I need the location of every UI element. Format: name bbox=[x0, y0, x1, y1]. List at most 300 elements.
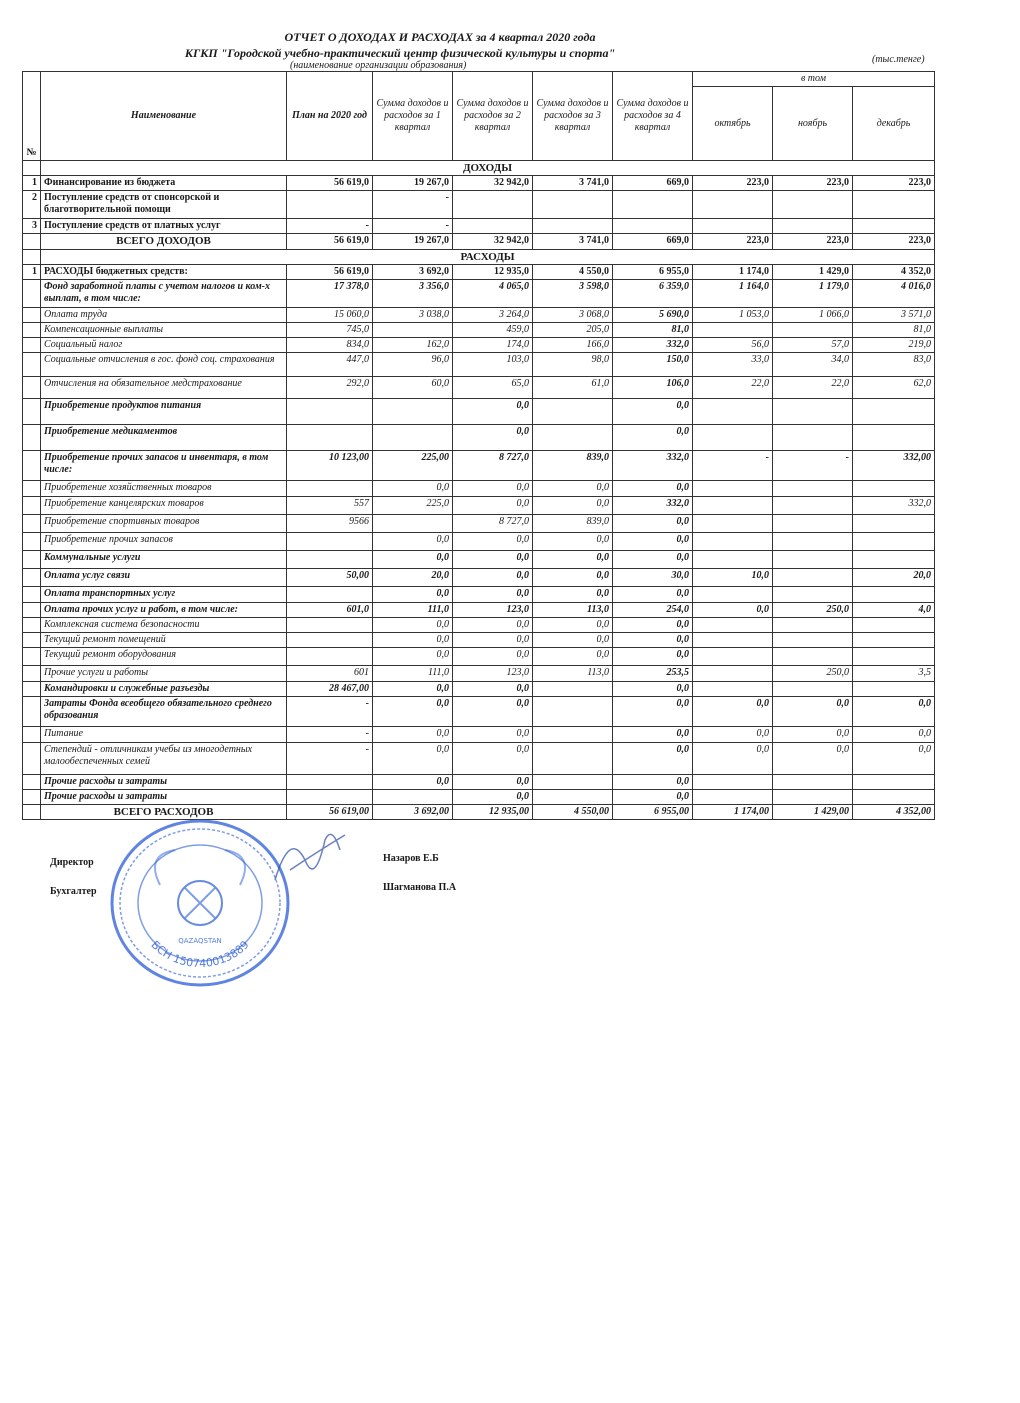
cell-q3: 113,0 bbox=[533, 666, 613, 682]
cell-q3: 205,0 bbox=[533, 323, 613, 338]
cell-q4: 0,0 bbox=[613, 533, 693, 551]
total-cell: 12 935,00 bbox=[453, 805, 533, 820]
cell-q2: 123,0 bbox=[453, 603, 533, 618]
table-row bbox=[23, 618, 935, 633]
row-number bbox=[23, 308, 41, 323]
cell-plan: 745,0 bbox=[287, 323, 373, 338]
cell-q4: 5 690,0 bbox=[613, 308, 693, 323]
row-name: Оплата услуг связи bbox=[41, 569, 287, 587]
cell-dec bbox=[853, 219, 935, 234]
table-row bbox=[23, 743, 935, 775]
row-number bbox=[23, 481, 41, 497]
cell-q2: 0,0 bbox=[453, 727, 533, 743]
row-number bbox=[23, 451, 41, 481]
cell-oct bbox=[693, 515, 773, 533]
cell-plan bbox=[287, 648, 373, 666]
col-q2: Сумма доходов и расходов за 2 квартал bbox=[453, 72, 533, 161]
table-row bbox=[23, 377, 935, 399]
row-name: Текущий ремонт оборудования bbox=[41, 648, 287, 666]
cell-oct: 22,0 bbox=[693, 377, 773, 399]
table-row bbox=[23, 790, 935, 805]
cell-q1 bbox=[373, 399, 453, 425]
accountant-name: Шагманова П.А bbox=[383, 882, 457, 893]
cell-oct bbox=[693, 399, 773, 425]
cell-plan bbox=[287, 425, 373, 451]
table-row bbox=[23, 176, 935, 191]
stamp-bin: БСН 150740013889 bbox=[148, 938, 252, 971]
cell-q2: 123,0 bbox=[453, 666, 533, 682]
cell-plan bbox=[287, 481, 373, 497]
total-cell: 56 619,0 bbox=[287, 234, 373, 250]
cell-nov: 0,0 bbox=[773, 727, 853, 743]
cell-dec bbox=[853, 618, 935, 633]
row-name: Поступление средств от платных услуг bbox=[41, 219, 287, 234]
cell-plan: 447,0 bbox=[287, 353, 373, 377]
cell-nov: 1 179,0 bbox=[773, 280, 853, 308]
cell-nov bbox=[773, 587, 853, 603]
cell-q2: 12 935,0 bbox=[453, 265, 533, 280]
cell-q1 bbox=[373, 515, 453, 533]
table-row bbox=[23, 265, 935, 280]
row-number bbox=[23, 515, 41, 533]
cell-q2: 4 065,0 bbox=[453, 280, 533, 308]
cell-nov bbox=[773, 648, 853, 666]
cell-q3: 113,0 bbox=[533, 603, 613, 618]
cell-dec bbox=[853, 775, 935, 790]
cell-q4: 81,0 bbox=[613, 323, 693, 338]
cell-oct bbox=[693, 790, 773, 805]
cell-q4: 0,0 bbox=[613, 551, 693, 569]
cell-q2: 3 264,0 bbox=[453, 308, 533, 323]
total-cell: 56 619,00 bbox=[287, 805, 373, 820]
row-number bbox=[23, 569, 41, 587]
cell-dec bbox=[853, 551, 935, 569]
total-cell: 3 741,0 bbox=[533, 234, 613, 250]
cell-q2: 0,0 bbox=[453, 633, 533, 648]
cell-q2: 0,0 bbox=[453, 399, 533, 425]
cell-q2: 0,0 bbox=[453, 697, 533, 727]
cell-q2: 0,0 bbox=[453, 481, 533, 497]
cell-q4: 253,5 bbox=[613, 666, 693, 682]
total-cell: 669,0 bbox=[613, 234, 693, 250]
cell-nov bbox=[773, 399, 853, 425]
row-name: ВСЕГО РАСХОДОВ bbox=[41, 805, 287, 820]
cell-dec bbox=[853, 790, 935, 805]
cell-dec: 4 352,0 bbox=[853, 265, 935, 280]
table-row bbox=[23, 497, 935, 515]
cell-nov: 34,0 bbox=[773, 353, 853, 377]
col-q1: Сумма доходов и расходов за 1 квартал bbox=[373, 72, 453, 161]
cell-q4: 0,0 bbox=[613, 648, 693, 666]
cell-q1: 19 267,0 bbox=[373, 176, 453, 191]
cell-q4: 6 359,0 bbox=[613, 280, 693, 308]
cell-dec: 0,0 bbox=[853, 727, 935, 743]
row-name: Приобретение прочих запасов bbox=[41, 533, 287, 551]
row-name: Прочие расходы и затраты bbox=[41, 775, 287, 790]
cell-q1: 162,0 bbox=[373, 338, 453, 353]
cell-q4: 0,0 bbox=[613, 515, 693, 533]
cell-q4: 0,0 bbox=[613, 633, 693, 648]
cell-dec: 332,00 bbox=[853, 451, 935, 481]
cell-q4: 0,0 bbox=[613, 425, 693, 451]
cell-q2 bbox=[453, 219, 533, 234]
total-cell: 19 267,0 bbox=[373, 234, 453, 250]
cell-dec bbox=[853, 533, 935, 551]
cell-q4: 30,0 bbox=[613, 569, 693, 587]
cell-q3: 839,0 bbox=[533, 515, 613, 533]
col-name: Наименование bbox=[41, 72, 287, 161]
cell-plan: - bbox=[287, 727, 373, 743]
cell-dec: 332,0 bbox=[853, 497, 935, 515]
cell-nov bbox=[773, 191, 853, 219]
section-title: РАСХОДЫ bbox=[41, 250, 935, 265]
cell-q3 bbox=[533, 682, 613, 697]
row-number bbox=[23, 618, 41, 633]
cell-dec: 4 016,0 bbox=[853, 280, 935, 308]
section-title: ДОХОДЫ bbox=[41, 161, 935, 176]
cell-q3: 3 068,0 bbox=[533, 308, 613, 323]
cell-q4: 332,0 bbox=[613, 451, 693, 481]
cell-dec: 20,0 bbox=[853, 569, 935, 587]
cell-q1 bbox=[373, 425, 453, 451]
row-number bbox=[23, 790, 41, 805]
cell-q4: 332,0 bbox=[613, 497, 693, 515]
row-name: Оплата труда bbox=[41, 308, 287, 323]
cell-nov bbox=[773, 682, 853, 697]
cell-dec bbox=[853, 191, 935, 219]
cell-q1: 225,00 bbox=[373, 451, 453, 481]
cell-plan bbox=[287, 618, 373, 633]
cell-oct bbox=[693, 775, 773, 790]
cell-q1: 0,0 bbox=[373, 648, 453, 666]
cell-oct bbox=[693, 425, 773, 451]
row-name: Оплата транспортных услуг bbox=[41, 587, 287, 603]
cell-q3: 839,0 bbox=[533, 451, 613, 481]
cell-q4: 0,0 bbox=[613, 697, 693, 727]
cell-oct: 0,0 bbox=[693, 697, 773, 727]
table-row bbox=[23, 727, 935, 743]
cell-plan bbox=[287, 587, 373, 603]
row-name: Отчисления на обязательное медстрахование bbox=[41, 377, 287, 399]
cell-q1: 225,0 bbox=[373, 497, 453, 515]
col-no: № bbox=[23, 72, 41, 161]
row-number bbox=[23, 587, 41, 603]
cell-q3: 0,0 bbox=[533, 618, 613, 633]
row-number bbox=[23, 743, 41, 775]
cell-plan: 50,00 bbox=[287, 569, 373, 587]
cell-q1: 111,0 bbox=[373, 666, 453, 682]
cell-q4: 0,0 bbox=[613, 481, 693, 497]
cell-oct: 0,0 bbox=[693, 743, 773, 775]
cell-dec bbox=[853, 587, 935, 603]
cell-q1: 96,0 bbox=[373, 353, 453, 377]
cell-q1: - bbox=[373, 191, 453, 219]
row-number bbox=[23, 280, 41, 308]
cell-nov: 57,0 bbox=[773, 338, 853, 353]
cell-q3: 0,0 bbox=[533, 481, 613, 497]
table-row bbox=[23, 191, 935, 219]
cell-q3: 0,0 bbox=[533, 648, 613, 666]
cell-oct bbox=[693, 219, 773, 234]
row-number: 1 bbox=[23, 176, 41, 191]
total-cell: 3 692,00 bbox=[373, 805, 453, 820]
table-row bbox=[23, 515, 935, 533]
cell-q4: 0,0 bbox=[613, 399, 693, 425]
income-total-row bbox=[23, 234, 935, 250]
cell-q4: 0,0 bbox=[613, 618, 693, 633]
cell-plan: 17 378,0 bbox=[287, 280, 373, 308]
cell-q3 bbox=[533, 697, 613, 727]
col-group-in-that: в том bbox=[693, 72, 935, 87]
director-label: Директор bbox=[50, 857, 94, 868]
cell-q4: 0,0 bbox=[613, 587, 693, 603]
row-number bbox=[23, 633, 41, 648]
cell-nov: 0,0 bbox=[773, 743, 853, 775]
row-name: Приобретение спортивных товаров bbox=[41, 515, 287, 533]
cell-dec bbox=[853, 481, 935, 497]
cell-q4 bbox=[613, 219, 693, 234]
cell-oct bbox=[693, 682, 773, 697]
cell-q1: 3 692,0 bbox=[373, 265, 453, 280]
cell-oct bbox=[693, 648, 773, 666]
cell-oct: 0,0 bbox=[693, 727, 773, 743]
row-name: Приобретение продуктов питания bbox=[41, 399, 287, 425]
table-row bbox=[23, 219, 935, 234]
cell-q3: 3 598,0 bbox=[533, 280, 613, 308]
cell-nov: 250,0 bbox=[773, 603, 853, 618]
cell-q1: 0,0 bbox=[373, 697, 453, 727]
cell-nov: 1 066,0 bbox=[773, 308, 853, 323]
cell-q1 bbox=[373, 323, 453, 338]
stamp-center-text: QAZAQSTAN bbox=[178, 937, 222, 945]
table-row bbox=[23, 425, 935, 451]
row-number: 3 bbox=[23, 219, 41, 234]
row-number bbox=[23, 399, 41, 425]
cell-q4: 0,0 bbox=[613, 682, 693, 697]
cell-nov: 22,0 bbox=[773, 377, 853, 399]
cell-q3 bbox=[533, 743, 613, 775]
table-row bbox=[23, 775, 935, 790]
cell-nov: 0,0 bbox=[773, 697, 853, 727]
cell-q3 bbox=[533, 399, 613, 425]
cell-nov bbox=[773, 497, 853, 515]
organization-name: КГКП "Городской учебно-практический центр физической культуры и спорта" bbox=[184, 46, 616, 60]
row-name: Компенсационные выплаты bbox=[41, 323, 287, 338]
table-row bbox=[23, 481, 935, 497]
cell-q4 bbox=[613, 191, 693, 219]
cell-plan: 834,0 bbox=[287, 338, 373, 353]
cell-nov: 250,0 bbox=[773, 666, 853, 682]
cell-q3: 98,0 bbox=[533, 353, 613, 377]
cell-plan: 292,0 bbox=[287, 377, 373, 399]
cell-plan: - bbox=[287, 697, 373, 727]
cell-dec: 62,0 bbox=[853, 377, 935, 399]
cell-q1: 0,0 bbox=[373, 743, 453, 775]
total-cell: 4 550,00 bbox=[533, 805, 613, 820]
table-row bbox=[23, 666, 935, 682]
cell-oct: 56,0 bbox=[693, 338, 773, 353]
cell-nov: 1 429,0 bbox=[773, 265, 853, 280]
cell-q1: - bbox=[373, 219, 453, 234]
row-name: Прочие расходы и затраты bbox=[41, 790, 287, 805]
row-name: Поступление средств от спонсорской и благотворительной помощи bbox=[41, 191, 287, 219]
cell-plan: 557 bbox=[287, 497, 373, 515]
cell-oct bbox=[693, 618, 773, 633]
row-number: 1 bbox=[23, 265, 41, 280]
row-name: Затраты Фонда всеобщего обязательного среднего образования bbox=[41, 697, 287, 727]
cell-q4: 0,0 bbox=[613, 775, 693, 790]
cell-plan: 601,0 bbox=[287, 603, 373, 618]
cell-plan: 10 123,00 bbox=[287, 451, 373, 481]
cell-dec: 219,0 bbox=[853, 338, 935, 353]
cell-q1: 0,0 bbox=[373, 727, 453, 743]
cell-q2: 8 727,0 bbox=[453, 515, 533, 533]
cell-q3: 166,0 bbox=[533, 338, 613, 353]
row-name: Приобретение канцелярских товаров bbox=[41, 497, 287, 515]
row-number bbox=[23, 533, 41, 551]
cell-oct bbox=[693, 666, 773, 682]
row-number bbox=[23, 775, 41, 790]
table-row bbox=[23, 633, 935, 648]
organization-caption: (наименование организации образования) bbox=[290, 60, 467, 71]
signature-icon bbox=[270, 820, 350, 900]
cell-q4: 106,0 bbox=[613, 377, 693, 399]
cell-q3 bbox=[533, 775, 613, 790]
cell-dec bbox=[853, 399, 935, 425]
report-title: ОТЧЕТ О ДОХОДАХ И РАСХОДАХ за 4 квартал 2020 года bbox=[284, 30, 596, 44]
accountant-label: Бухгалтер bbox=[50, 886, 97, 897]
official-stamp bbox=[105, 815, 295, 990]
cell-nov bbox=[773, 219, 853, 234]
table-body bbox=[23, 161, 935, 820]
cell-plan: 56 619,0 bbox=[287, 265, 373, 280]
row-name: Текущий ремонт помещений bbox=[41, 633, 287, 648]
row-name: ВСЕГО ДОХОДОВ bbox=[41, 234, 287, 250]
row-number bbox=[23, 497, 41, 515]
cell-dec: 3 571,0 bbox=[853, 308, 935, 323]
cell-q2 bbox=[453, 191, 533, 219]
cell-q2: 32 942,0 bbox=[453, 176, 533, 191]
row-number bbox=[23, 697, 41, 727]
cell-q1: 60,0 bbox=[373, 377, 453, 399]
table-row bbox=[23, 603, 935, 618]
cell-plan: 15 060,0 bbox=[287, 308, 373, 323]
table-row bbox=[23, 533, 935, 551]
total-cell: 223,0 bbox=[773, 234, 853, 250]
cell-q3: 61,0 bbox=[533, 377, 613, 399]
cell-nov bbox=[773, 323, 853, 338]
row-name: РАСХОДЫ бюджетных средств: bbox=[41, 265, 287, 280]
cell-q1: 0,0 bbox=[373, 682, 453, 697]
cell-plan: 28 467,00 bbox=[287, 682, 373, 697]
cell-q2: 103,0 bbox=[453, 353, 533, 377]
cell-q2: 0,0 bbox=[453, 497, 533, 515]
table-row bbox=[23, 569, 935, 587]
row-number bbox=[23, 323, 41, 338]
row-name: Финансирование из бюджета bbox=[41, 176, 287, 191]
cell-oct bbox=[693, 633, 773, 648]
cell-plan bbox=[287, 533, 373, 551]
cell-dec bbox=[853, 425, 935, 451]
row-number bbox=[23, 425, 41, 451]
cell-plan bbox=[287, 790, 373, 805]
table-row bbox=[23, 308, 935, 323]
cell-q3 bbox=[533, 219, 613, 234]
col-q4: Сумма доходов и расходов за 4 квартал bbox=[613, 72, 693, 161]
row-number bbox=[23, 666, 41, 682]
cell-q1: 0,0 bbox=[373, 618, 453, 633]
cell-q1: 0,0 bbox=[373, 633, 453, 648]
cell-oct: 1 053,0 bbox=[693, 308, 773, 323]
cell-oct bbox=[693, 191, 773, 219]
row-number bbox=[23, 551, 41, 569]
total-cell: 1 429,00 bbox=[773, 805, 853, 820]
cell-q2: 0,0 bbox=[453, 790, 533, 805]
row-number bbox=[23, 805, 41, 820]
cell-oct bbox=[693, 497, 773, 515]
row-name: Приобретение медикаментов bbox=[41, 425, 287, 451]
cell-q3 bbox=[533, 191, 613, 219]
cell-oct: 0,0 bbox=[693, 603, 773, 618]
cell-q1: 0,0 bbox=[373, 775, 453, 790]
row-number bbox=[23, 353, 41, 377]
cell-nov: 223,0 bbox=[773, 176, 853, 191]
table-row bbox=[23, 587, 935, 603]
cell-oct bbox=[693, 481, 773, 497]
col-dec: декабрь bbox=[853, 87, 935, 161]
cell-q4: 150,0 bbox=[613, 353, 693, 377]
row-name: Командировки и служебные разъезды bbox=[41, 682, 287, 697]
row-name: Приобретение хозяйственных товаров bbox=[41, 481, 287, 497]
cell-plan bbox=[287, 551, 373, 569]
row-name: Комплексная система безопасности bbox=[41, 618, 287, 633]
cell-oct: 33,0 bbox=[693, 353, 773, 377]
cell-oct bbox=[693, 323, 773, 338]
cell-q4: 0,0 bbox=[613, 727, 693, 743]
cell-nov bbox=[773, 481, 853, 497]
director-name: Назаров Е.Б bbox=[383, 853, 439, 864]
cell-dec bbox=[853, 648, 935, 666]
cell-oct: 10,0 bbox=[693, 569, 773, 587]
table-row bbox=[23, 682, 935, 697]
cell-q2: 0,0 bbox=[453, 551, 533, 569]
cell-plan: - bbox=[287, 219, 373, 234]
col-nov: ноябрь bbox=[773, 87, 853, 161]
cell-plan bbox=[287, 191, 373, 219]
cell-nov bbox=[773, 425, 853, 451]
cell-q2: 8 727,0 bbox=[453, 451, 533, 481]
cell-q4: 669,0 bbox=[613, 176, 693, 191]
cell-q1: 3 356,0 bbox=[373, 280, 453, 308]
row-number bbox=[23, 234, 41, 250]
total-cell: 32 942,0 bbox=[453, 234, 533, 250]
cell-dec: 81,0 bbox=[853, 323, 935, 338]
table-row bbox=[23, 338, 935, 353]
cell-q2: 65,0 bbox=[453, 377, 533, 399]
table-row bbox=[23, 451, 935, 481]
cell-nov bbox=[773, 633, 853, 648]
row-name: Социальный налог bbox=[41, 338, 287, 353]
income-section-header bbox=[23, 161, 935, 176]
cell-q2: 0,0 bbox=[453, 569, 533, 587]
table-row bbox=[23, 323, 935, 338]
cell-q3: 0,0 bbox=[533, 551, 613, 569]
row-number bbox=[23, 648, 41, 666]
cell-q3: 3 741,0 bbox=[533, 176, 613, 191]
cell-plan bbox=[287, 775, 373, 790]
col-q3: Сумма доходов и расходов за 3 квартал bbox=[533, 72, 613, 161]
cell-plan: 56 619,0 bbox=[287, 176, 373, 191]
